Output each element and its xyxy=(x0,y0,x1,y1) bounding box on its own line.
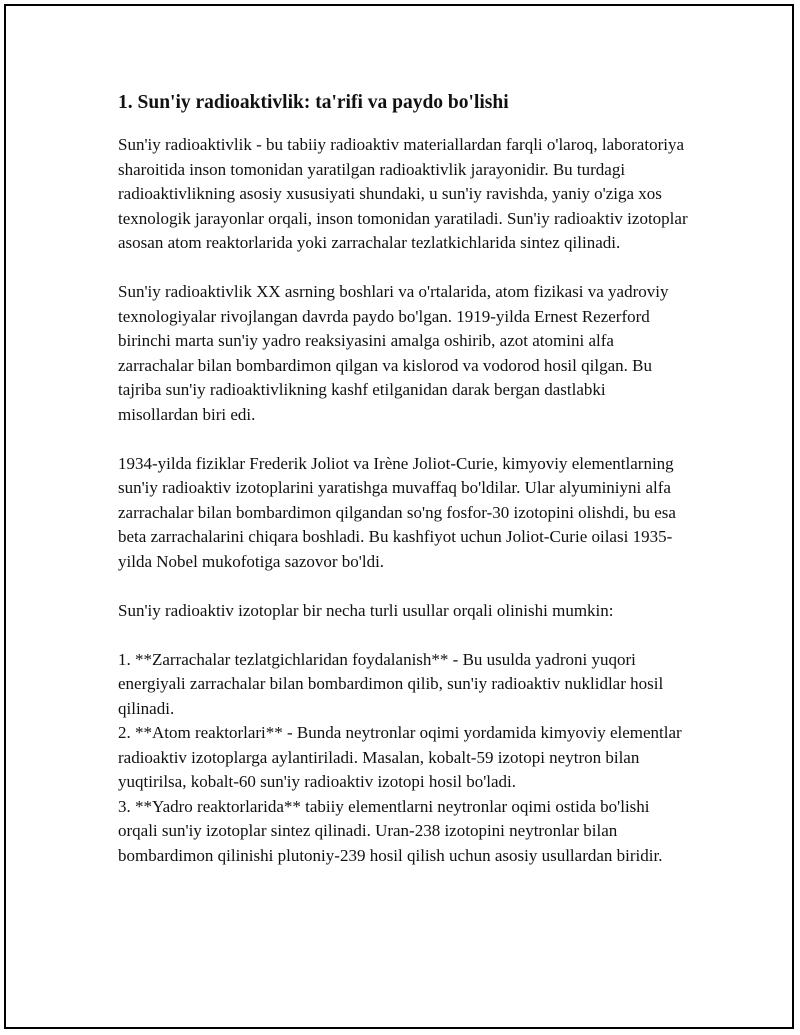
paragraph-methods-intro: Sun'iy radioaktiv izotoplar bir necha turli usullar orqali olinishi mumkin: xyxy=(118,600,614,620)
paragraph-history: Sun'iy radioaktivlik XX asrning boshlari va o'rtalarida, atom fizikasi va yadroviy texnologiyalar rivojlangan davrda paydo bo'lgan. 1919-yilda Ernest Rezerford birinchi marta sun'iy yadro reaksiyasini amalga oshirib, azot atomini alfa zarrachalar bilan bombardimon qilgan va kislorod va vodorod hosil qilgan. Bu tajriba sun'iy radioaktivlikning kashf etilganidan darak bergan dastlabki misollardan biri edi. xyxy=(118,282,669,424)
paragraph-joliot-curie: 1934-yilda fiziklar Frederik Joliot va Irène Joliot-Curie, kimyoviy elementlarning sun'iy radioaktiv izotoplarini yaratishga muvaffaq bo'ldilar. Ular alyuminiyni alfa zarrachalar bilan bombardimon qilgandan so'ng fosfor-30 izotopini olishdi, bu esa beta zarrachalarini chiqara boshladi. Bu kashfiyot uchun Joliot-Curie oilasi 1935-yilda Nobel mukofotiga sazovor bo'ldi. xyxy=(118,453,676,571)
list-item-atomic-reactors: 2. **Atom reaktorlari** - Bunda neytronlar oqimi yordamida kimyoviy elementlar radioaktiv izotoplarga aylantiriladi. Masalan, kobalt-59 izotopi neytron bilan yuqtirilsa, kobalt-60 sun'iy radioaktiv izotopi hosil bo'ladi. xyxy=(118,723,682,791)
section-heading: 1. Sun'iy radioaktivlik: ta'rifi va paydo bo'lishi xyxy=(118,92,509,113)
document-body xyxy=(118,90,690,868)
paragraph-definition: Sun'iy radioaktivlik - bu tabiiy radioaktiv materiallardan farqli o'laroq, laboratoriya sharoitida inson tomonidan yaratilgan radioaktivlik jarayonidir. Bu turdagi radioaktivlikning asosiy xususiyati shundaki, u sun'iy ravishda, yaniy o'ziga xos texnologik jarayonlar orqali, inson tomonidan yaratiladi. Sun'iy radioaktiv izotoplar asosan atom reaktorlarida yoki zarrachalar tezlatkichlarida sintez qilinadi. xyxy=(118,135,688,252)
list-item-nuclear-reactors: 3. **Yadro reaktorlarida** tabiiy elementlarni neytronlar oqimi ostida bo'lishi orqali sun'iy izotoplar sintez qilinadi. Uran-238 izotopini neytronlar bilan bombardimon qilinishi plutoniy-239 hosil qilish uchun asosiy usullardan biridir. xyxy=(118,796,663,865)
list-item-accelerators: 1. **Zarrachalar tezlatgichlaridan foydalanish** - Bu usulda yadroni yuqori energiyali zarrachalar bilan bombardimon qilib, sun'iy radioaktiv nuklidlar hosil qilinadi. xyxy=(118,649,664,718)
methods-list xyxy=(118,648,690,869)
